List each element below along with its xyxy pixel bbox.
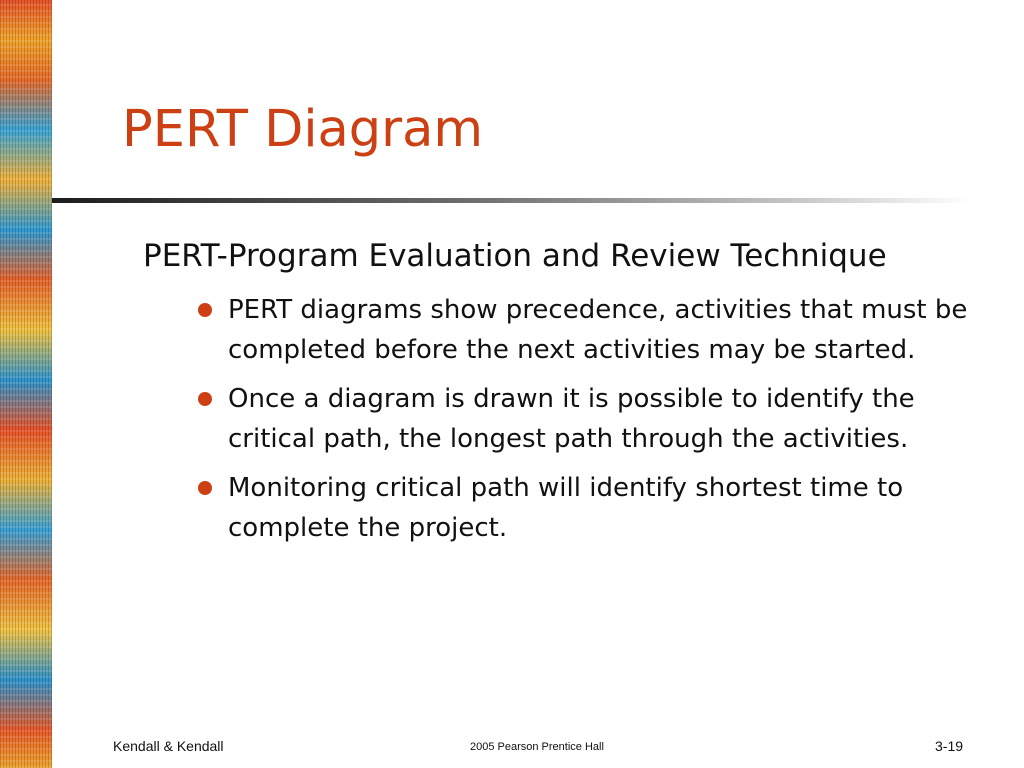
bullet-dot-icon (198, 392, 212, 406)
footer-publisher: 2005 Pearson Prentice Hall (470, 741, 604, 753)
footer-authors: Kendall & Kendall (113, 738, 224, 754)
bullet-text: PERT diagrams show precedence, activities that must be completed before the next activities may be started. (228, 295, 968, 365)
bullet-text: Once a diagram is drawn it is possible to identify the critical path, the longest path through the activities. (228, 384, 915, 454)
bullet-list (196, 290, 986, 557)
bullet-dot-icon (198, 481, 212, 495)
bullet-item (196, 468, 986, 548)
title-divider (52, 198, 972, 203)
slide-title: PERT Diagram (122, 100, 484, 159)
bullet-text: Monitoring critical path will identify shortest time to complete the project. (228, 473, 904, 543)
slide-number: 3-19 (935, 738, 964, 754)
main-heading: PERT-Program Evaluation and Review Technique (143, 238, 887, 274)
bullet-item (196, 379, 986, 459)
bullet-dot-icon (198, 303, 212, 317)
bullet-item (196, 290, 986, 370)
woven-decoration-strip (0, 0, 52, 768)
